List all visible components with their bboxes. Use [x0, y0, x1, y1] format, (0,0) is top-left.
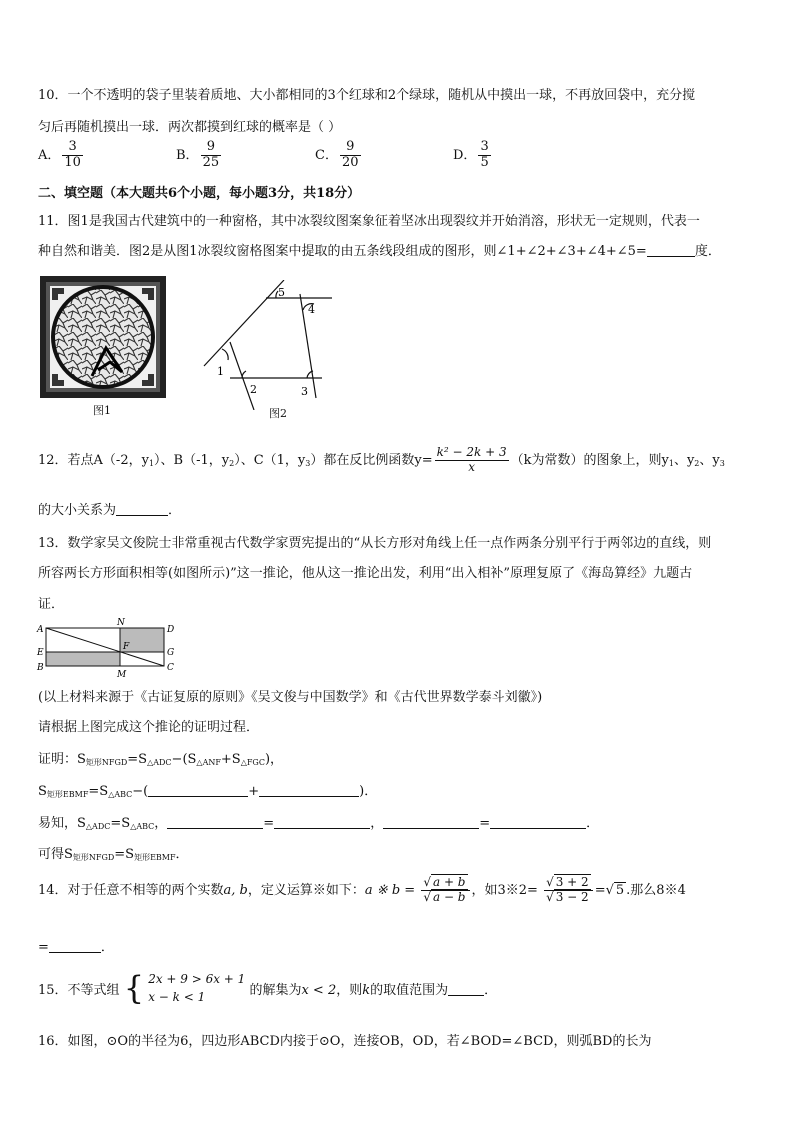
q13-proof-line4: 可得$S_{矩形NFGD}=S_{矩形EBMF}$．	[38, 847, 189, 862]
q10-option-c: C． $\frac{9}{20}$	[315, 139, 359, 170]
q14-line2: = ．	[38, 940, 114, 955]
point-a-label: A	[37, 625, 44, 635]
five-segment-figure	[200, 280, 340, 410]
q13-prompt: 请根据上图完成这个推论的证明过程．	[38, 720, 260, 735]
point-d-label: D	[167, 625, 175, 635]
window-lattice-figure	[40, 276, 166, 398]
q11-line2: 种自然和谐美．图2是从图1冰裂纹窗格图案中提取的由五条线段组成的图形，则∠1+∠2+∠3+∠4+∠5= 度．	[38, 244, 721, 259]
point-m-label: M	[117, 670, 127, 680]
figure1-caption: 图1	[93, 404, 111, 417]
section-heading: 二、填空题（本大题共6个小题，每小题3分，共18分）	[38, 186, 361, 201]
q13-line1: 13．数学家吴文俊院士非常重视古代数学家贾宪提出的“从长方形对角线上任一点作两条分别平行于两邻边的直线，则	[38, 536, 712, 551]
q13-proof-line2: $S_{矩形EBMF}=S_{\triangle ABC}-$( + )．	[38, 784, 378, 799]
q10-line1: 10．一个不透明的袋子里装着质地、大小都相同的3个红球和2个绿球，随机从中摸出一球，不再放回袋中，充分搅	[38, 88, 696, 103]
point-f-label: F	[123, 642, 130, 652]
point-c-label: C	[167, 663, 174, 673]
q15-line: 15．不等式组 { 2x + 9 > 6x + 1 x − k < 1 的解集为x < 2，则k的取值范围为 ．	[38, 969, 498, 1007]
angle-4-label: 4	[308, 303, 315, 316]
rectangle-diagram	[36, 618, 186, 680]
q11-line1: 11．图1是我国古代建筑中的一种窗格，其中冰裂纹图案象征着坚冰出现裂纹并开始消溶，形状无一定规则，代表一	[38, 214, 700, 229]
point-g-label: G	[167, 648, 175, 658]
point-b-label: B	[37, 663, 44, 673]
q13-proof-line1: 证明：$S_{矩形NFGD}=S_{\triangle ADC}-(S_{\triangle ANF}+S_{\triangle FGC})$，	[38, 752, 284, 767]
angle-3-label: 3	[301, 385, 308, 398]
q10-option-a: A． $\frac{3}{10}$	[38, 139, 81, 170]
q13-proof-line3: 易知，$S_{\triangle ADC}=S_{\triangle ABC}$， = ， = ．	[38, 816, 600, 831]
q12-line1: 12．若点A（-2，$y_1$）、B（-1，$y_2$）、C（1，$y_3$）都在反比例函数y= $\frac{\text{k² − 2k + 3}}{x}$ （k为常数）的图象上，则$y_1$、$y_2$、$y_3$	[38, 445, 725, 474]
q16-line1: 16．如图，⊙O的半径为6，四边形ABCD内接于⊙O，连接OB，OD，若∠BOD=∠BCD，则弧BD的长为	[38, 1034, 652, 1049]
q14-line1: 14．对于任意不相等的两个实数a, b，定义运算※如下：a ※ b = $\frac{√ a + b}{√ a - b}$ ，如3※2= $\frac{√ 3 + 2}{√ 3 - 2}$ =√ 5 .那么8※4	[38, 875, 686, 904]
q13-line3: 证．	[38, 597, 65, 612]
point-e-label: E	[37, 648, 44, 658]
angle-2-label: 2	[250, 383, 257, 396]
q13-source: (以上材料来源于《古证复原的原则》《吴文俊与中国数学》和《古代世界数学泰斗刘徽》)	[38, 690, 543, 705]
angle-1-label: 1	[217, 365, 224, 378]
q10-option-b: B． $\frac{9}{25}$	[176, 139, 220, 170]
q10-option-d: D． $\frac{3}{5}$	[453, 139, 489, 170]
q12-line2: 的大小关系为 ．	[38, 503, 182, 518]
point-n-label: N	[117, 618, 125, 628]
angle-5-label: 5	[278, 286, 285, 299]
figure2-caption: 图2	[269, 407, 287, 420]
q13-line2: 所容两长方形面积相等(如图所示)”这一推论，他从这一推论出发，利用“出入相补”原理复原了《海岛算经》九题古	[38, 566, 693, 581]
q10-line2: 匀后再随机摸出一球．两次都摸到红球的概率是（ ）	[38, 120, 342, 135]
